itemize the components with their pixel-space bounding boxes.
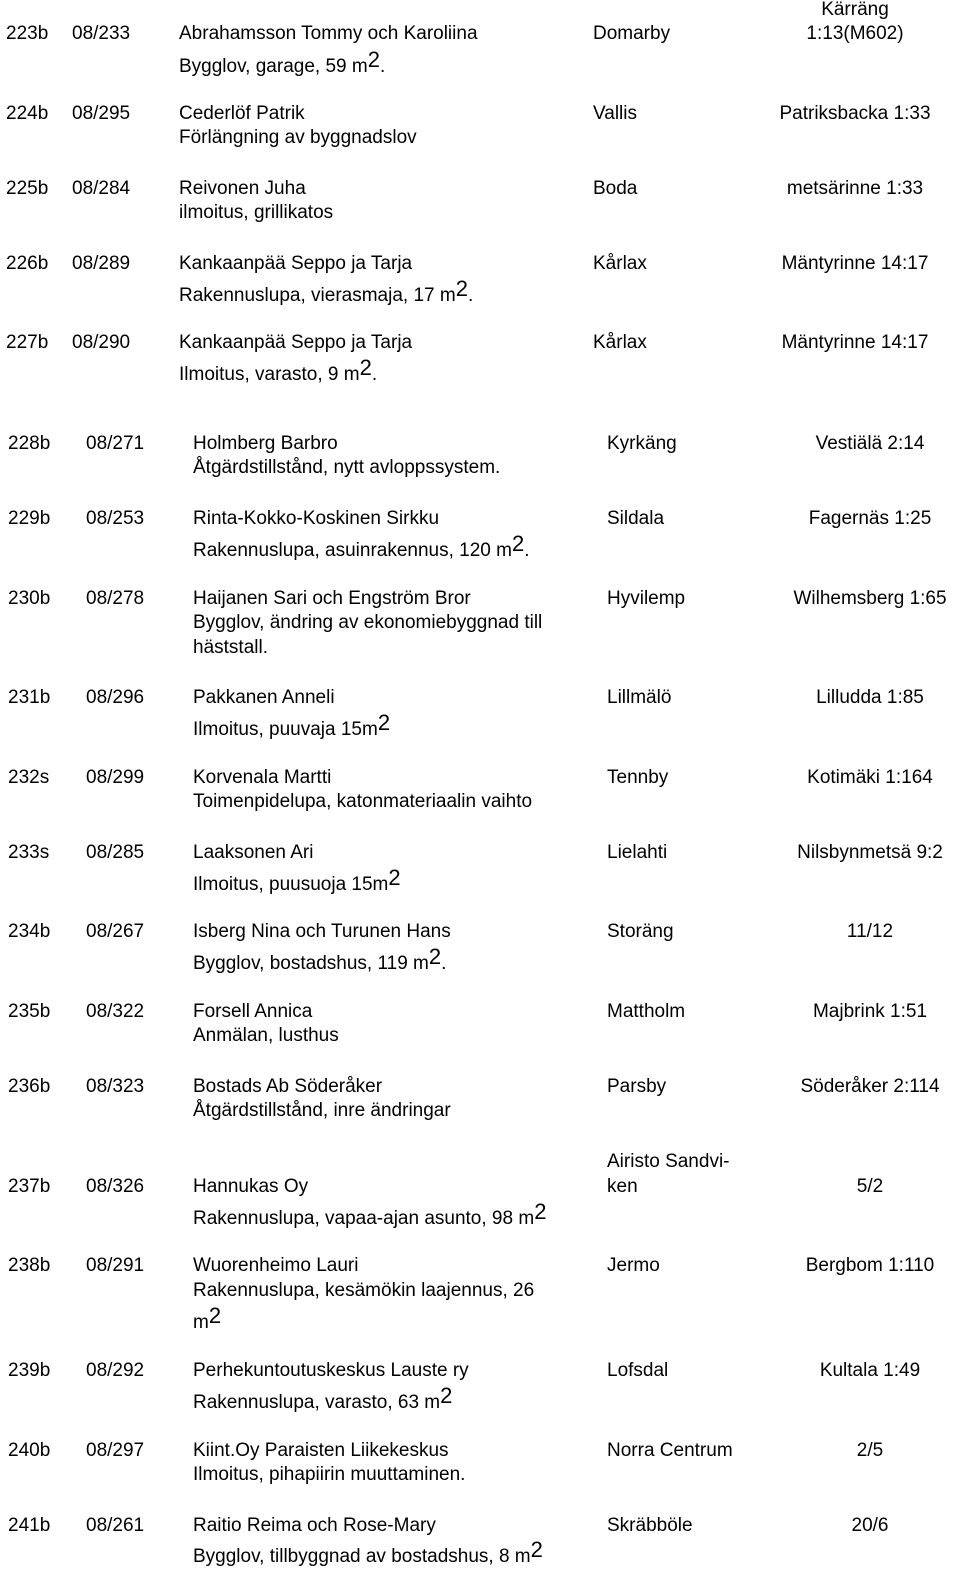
village-line-2: ken <box>607 1176 638 1197</box>
applicant-name: Laaksonen Ari <box>193 842 314 863</box>
reference-number: 08/271 <box>86 433 145 454</box>
applicant-name: Cederlöf Patrik <box>179 103 305 124</box>
applicant-name: Haijanen Sari och Engström Bror <box>193 588 471 609</box>
property: 5/2 <box>856 1176 884 1197</box>
property: Nilsbynmetsä 9:2 <box>797 842 943 863</box>
application-description: Rakennuslupa, asuinrakennus, 120 m2. <box>193 531 530 561</box>
application-description: Ilmoitus, varasto, 9 m2. <box>179 355 378 385</box>
applicant-name: Kankaanpää Seppo ja Tarja <box>179 332 413 353</box>
application-description: Ilmoitus, puuvaja 15m2 <box>193 710 391 740</box>
village: Vallis <box>593 103 637 124</box>
applicant-name: Holmberg Barbro <box>193 433 338 454</box>
village-line-1: Airisto Sandvi- <box>607 1151 730 1172</box>
application-description: Åtgärdstillstånd, inre ändringar <box>193 1100 451 1121</box>
application-description: Bygglov, ändring av ekonomiebyggnad till <box>193 612 543 633</box>
village: Jermo <box>607 1255 660 1276</box>
case-number: 233s <box>8 842 50 863</box>
reference-number: 08/295 <box>72 103 131 124</box>
applicant-name: Raitio Reima och Rose-Mary <box>193 1515 436 1536</box>
reference-number: 08/289 <box>72 253 131 274</box>
property: Kultala 1:49 <box>819 1360 921 1381</box>
property: metsärinne 1:33 <box>786 178 924 199</box>
case-number: 240b <box>8 1440 51 1461</box>
applicant-name: Forsell Annica <box>193 1001 313 1022</box>
application-description: Toimenpidelupa, katonmateriaalin vaihto <box>193 791 533 812</box>
village: Parsby <box>607 1076 667 1097</box>
case-number: 236b <box>8 1076 51 1097</box>
applicant-name: Abrahamsson Tommy och Karoliina <box>179 23 478 44</box>
reference-number: 08/292 <box>86 1360 145 1381</box>
reference-number: 08/297 <box>86 1440 145 1461</box>
reference-number: 08/326 <box>86 1176 145 1197</box>
village: Hyvilemp <box>607 588 686 609</box>
village: Skräbböle <box>607 1515 693 1536</box>
village: Kårlax <box>593 332 647 353</box>
application-description: Ilmoitus, pihapiirin muuttaminen. <box>193 1464 466 1485</box>
application-description-line-2: häststall. <box>193 637 268 658</box>
applicant-name: Korvenala Martti <box>193 767 332 788</box>
property: 11/12 <box>846 921 894 942</box>
reference-number: 08/290 <box>72 332 131 353</box>
application-description: Anmälan, lusthus <box>193 1025 339 1046</box>
case-number: 241b <box>8 1515 51 1536</box>
property-line-1: Kärräng <box>821 0 889 20</box>
applicant-name: Hannukas Oy <box>193 1176 309 1197</box>
application-description: Ilmoitus, puusuoja 15m2 <box>193 865 401 895</box>
application-description: Rakennuslupa, kesämökin laajennus, 26 <box>193 1280 535 1301</box>
property: Kotimäki 1:164 <box>807 767 933 788</box>
reference-number: 08/278 <box>86 588 145 609</box>
property: 2/5 <box>856 1440 884 1461</box>
village: Storäng <box>607 921 674 942</box>
property: Mäntyrinne 14:17 <box>781 332 929 353</box>
village: Norra Centrum <box>607 1440 733 1461</box>
applicant-name: Reivonen Juha <box>179 178 306 199</box>
property: Söderåker 2:114 <box>800 1076 940 1097</box>
case-number: 238b <box>8 1255 51 1276</box>
applicant-name: Kiint.Oy Paraisten Liikekeskus <box>193 1440 449 1461</box>
reference-number: 08/285 <box>86 842 145 863</box>
applicant-name: Perhekuntoutuskeskus Lauste ry <box>193 1360 469 1381</box>
property: Majbrink 1:51 <box>812 1001 928 1022</box>
application-description-line-2: m2 <box>193 1303 222 1333</box>
reference-number: 08/253 <box>86 508 145 529</box>
case-number: 239b <box>8 1360 51 1381</box>
village: Lielahti <box>607 842 668 863</box>
village: Lofsdal <box>607 1360 669 1381</box>
case-number: 230b <box>8 588 51 609</box>
case-number: 229b <box>8 508 51 529</box>
reference-number: 08/299 <box>86 767 145 788</box>
village: Sildala <box>607 508 665 529</box>
village: Tennby <box>607 767 669 788</box>
village: Domarby <box>593 23 671 44</box>
property: Fagernäs 1:25 <box>808 508 932 529</box>
application-description: Åtgärdstillstånd, nytt avloppssystem. <box>193 457 501 478</box>
applicant-name: Kankaanpää Seppo ja Tarja <box>179 253 413 274</box>
application-description: Förlängning av byggnadslov <box>179 127 417 148</box>
case-number: 237b <box>8 1176 51 1197</box>
case-number: 235b <box>8 1001 51 1022</box>
reference-number: 08/323 <box>86 1076 145 1097</box>
case-number: 227b <box>6 332 49 353</box>
applicant-name: Rinta-Kokko-Koskinen Sirkku <box>193 508 440 529</box>
property: Patriksbacka 1:33 <box>779 103 931 124</box>
application-description: Rakennuslupa, varasto, 63 m2 <box>193 1383 453 1413</box>
village: Kårlax <box>593 253 647 274</box>
applicant-name: Wuorenheimo Lauri <box>193 1255 359 1276</box>
application-description: Rakennuslupa, vapaa-ajan asunto, 98 m2 <box>193 1199 547 1229</box>
property: Mäntyrinne 14:17 <box>781 253 929 274</box>
case-number: 225b <box>6 178 49 199</box>
reference-number: 08/267 <box>86 921 145 942</box>
reference-number: 08/291 <box>86 1255 145 1276</box>
application-description: Bygglov, garage, 59 m2. <box>179 47 386 77</box>
application-description: Rakennuslupa, vierasmaja, 17 m2. <box>179 276 474 306</box>
case-number: 224b <box>6 103 49 124</box>
case-number: 231b <box>8 687 51 708</box>
applicant-name: Pakkanen Anneli <box>193 687 335 708</box>
case-number: 226b <box>6 253 49 274</box>
case-number: 232s <box>8 767 50 788</box>
application-description: ilmoitus, grillikatos <box>179 202 334 223</box>
reference-number: 08/284 <box>72 178 131 199</box>
reference-number: 08/233 <box>72 23 131 44</box>
property: Lilludda 1:85 <box>816 687 924 708</box>
application-description: Bygglov, bostadshus, 119 m2. <box>193 944 447 974</box>
case-number: 234b <box>8 921 51 942</box>
property: 20/6 <box>851 1515 889 1536</box>
applicant-name: Isberg Nina och Turunen Hans <box>193 921 451 942</box>
village: Kyrkäng <box>607 433 677 454</box>
property: Wilhemsberg 1:65 <box>793 588 947 609</box>
reference-number: 08/296 <box>86 687 145 708</box>
village: Boda <box>593 178 638 199</box>
applicant-name: Bostads Ab Söderåker <box>193 1076 383 1097</box>
property: Bergbom 1:110 <box>805 1255 935 1276</box>
case-number: 223b <box>6 23 49 44</box>
reference-number: 08/322 <box>86 1001 145 1022</box>
case-number: 228b <box>8 433 51 454</box>
village: Mattholm <box>607 1001 686 1022</box>
village: Lillmälö <box>607 687 672 708</box>
reference-number: 08/261 <box>86 1515 145 1536</box>
property: Vestiälä 2:14 <box>815 433 925 454</box>
property-line-2: 1:13(M602) <box>806 23 904 44</box>
application-description: Bygglov, tillbyggnad av bostadshus, 8 m2 <box>193 1537 543 1567</box>
